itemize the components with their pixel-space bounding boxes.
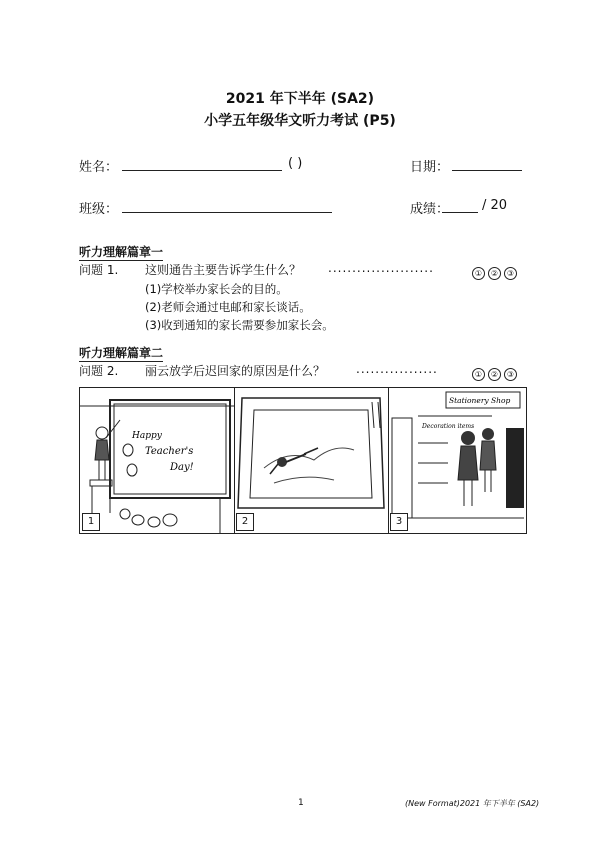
question1-option-1: (1)学校举办家长会的目的。	[145, 282, 288, 296]
question1-dots: ......................	[328, 261, 434, 275]
stationery-shop-illustration	[388, 388, 526, 533]
question2-text: 丽云放学后迟回家的原因是什么？	[145, 364, 326, 378]
question1-option-2: (2)老师会通过电邮和家长谈话。	[145, 300, 311, 314]
classroom-illustration	[80, 388, 234, 533]
swimming-pool-illustration	[234, 388, 388, 533]
score-label: 成绩：	[410, 202, 450, 217]
choice-circle-1[interactable]: ①	[472, 267, 485, 280]
choice-circle-2[interactable]: ②	[488, 267, 501, 280]
date-field[interactable]	[452, 170, 522, 171]
panel-number-2: 2	[236, 513, 254, 531]
choice-circle-1[interactable]: ①	[472, 368, 485, 381]
question2-label: 问题 2.	[79, 364, 119, 378]
page-title-line1: 2021 年下半年 (SA2)	[225, 91, 375, 107]
picture-panel-3	[388, 388, 526, 533]
shelf-label-text: Decoration items	[422, 423, 475, 430]
board-text-1: Happy	[132, 431, 162, 441]
score-field[interactable]	[442, 212, 478, 213]
score-total: / 20	[482, 198, 508, 213]
class-label: 班级：	[79, 202, 119, 217]
name-label: 姓名：	[79, 160, 119, 175]
picture-panel-1	[80, 388, 235, 533]
name-field[interactable]	[122, 170, 282, 171]
section2-heading: 听力理解篇章二	[79, 346, 164, 360]
footer-note: (New Format)2021 年下半年 (SA2)	[405, 799, 540, 808]
question1-choices	[469, 261, 517, 280]
choice-circle-3[interactable]: ③	[504, 267, 517, 280]
class-field[interactable]	[122, 212, 332, 213]
picture-panel-2	[234, 388, 389, 533]
picture-panels	[79, 387, 527, 534]
question2-dots: .................	[356, 362, 438, 376]
choice-circle-2[interactable]: ②	[488, 368, 501, 381]
question1-label: 问题 1.	[79, 263, 119, 277]
shop-sign-text: Stationery Shop	[449, 396, 511, 405]
date-label: 日期：	[410, 160, 450, 175]
question1-text: 这则通告主要告诉学生什么？	[145, 263, 302, 277]
class-number-paren: ( )	[288, 156, 303, 171]
question1-option-3: (3)收到通知的家长需要参加家长会。	[145, 318, 334, 332]
section1-heading: 听力理解篇章一	[79, 245, 164, 259]
question2-choices	[469, 362, 517, 381]
page-number: 1	[298, 798, 304, 808]
choice-circle-3[interactable]: ③	[504, 368, 517, 381]
board-text-2: Teacher's	[145, 446, 194, 457]
panel-number-3: 3	[390, 513, 408, 531]
panel-number-1: 1	[82, 513, 100, 531]
page-title-line2: 小学五年级华文听力考试 (P5)	[204, 113, 396, 129]
board-text-3: Day!	[170, 462, 194, 473]
